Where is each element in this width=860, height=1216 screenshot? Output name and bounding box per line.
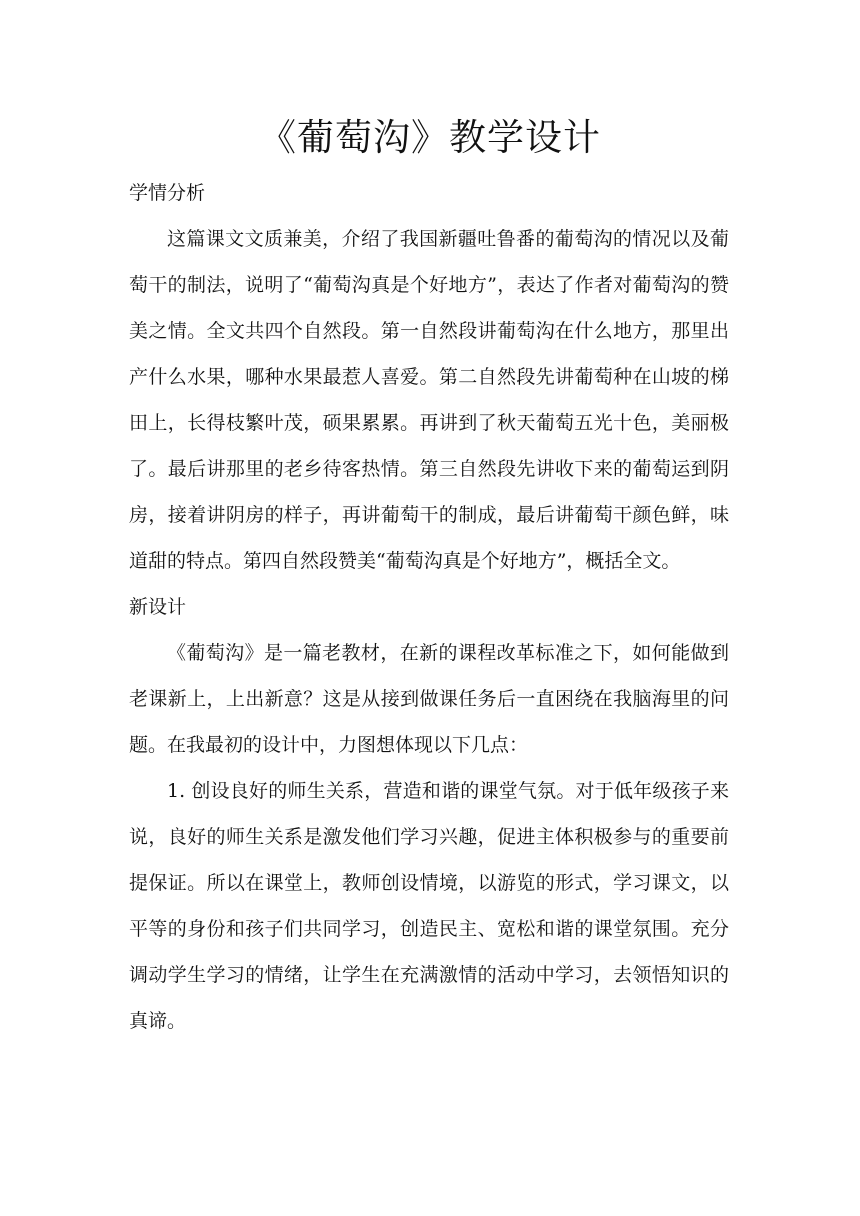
paragraph: 《葡萄沟》是一篇老教材，在新的课程改革标准之下，如何能做到老课新上，上出新意？这是从接到做课任务后一直困绕在我脑海里的问题。在我最初的设计中，力图想体现以下几点： bbox=[129, 642, 729, 756]
section-learning-analysis bbox=[129, 170, 729, 584]
paragraph: 1. 创设良好的师生关系，营造和谐的课堂气氛。对于低年级孩子来说，良好的师生关系是激发他们学习兴趣，促进主体积极参与的重要前提保证。所以在课堂上，教师创设情境，以游览的形式，学习课文，以平等的身份和孩子们共同学习，创造民主、宽松和谐的课堂氛围。充分调动学生学习的情绪，让学生在充满激情的活动中学习，去领悟知识的真谛。 bbox=[129, 780, 729, 1032]
paragraph: 这篇课文文质兼美，介绍了我国新疆吐鲁番的葡萄沟的情况以及葡萄干的制法，说明了“葡萄沟真是个好地方”，表达了作者对葡萄沟的赞美之情。全文共四个自然段。第一自然段讲葡萄沟在什么地方，那里出产什么水果，哪种水果最惹人喜爱。第二自然段先讲葡萄种在山坡的梯田上，长得枝繁叶茂，硕果累累。再讲到了秋天葡萄五光十色，美丽极了。最后讲那里的老乡待客热情。第三自然段先讲收下来的葡萄运到阴房，接着讲阴房的样子，再讲葡萄干的制成，最后讲葡萄干颜色鲜，味道甜的特点。第四自然段赞美“葡萄沟真是个好地方”，概括全文。 bbox=[129, 228, 729, 572]
document-body bbox=[129, 170, 729, 1044]
section-new-design bbox=[129, 584, 729, 1044]
section-heading: 学情分析 bbox=[129, 182, 206, 204]
section-heading: 新设计 bbox=[129, 596, 187, 618]
document-title: 《葡萄沟》教学设计 bbox=[259, 116, 601, 159]
